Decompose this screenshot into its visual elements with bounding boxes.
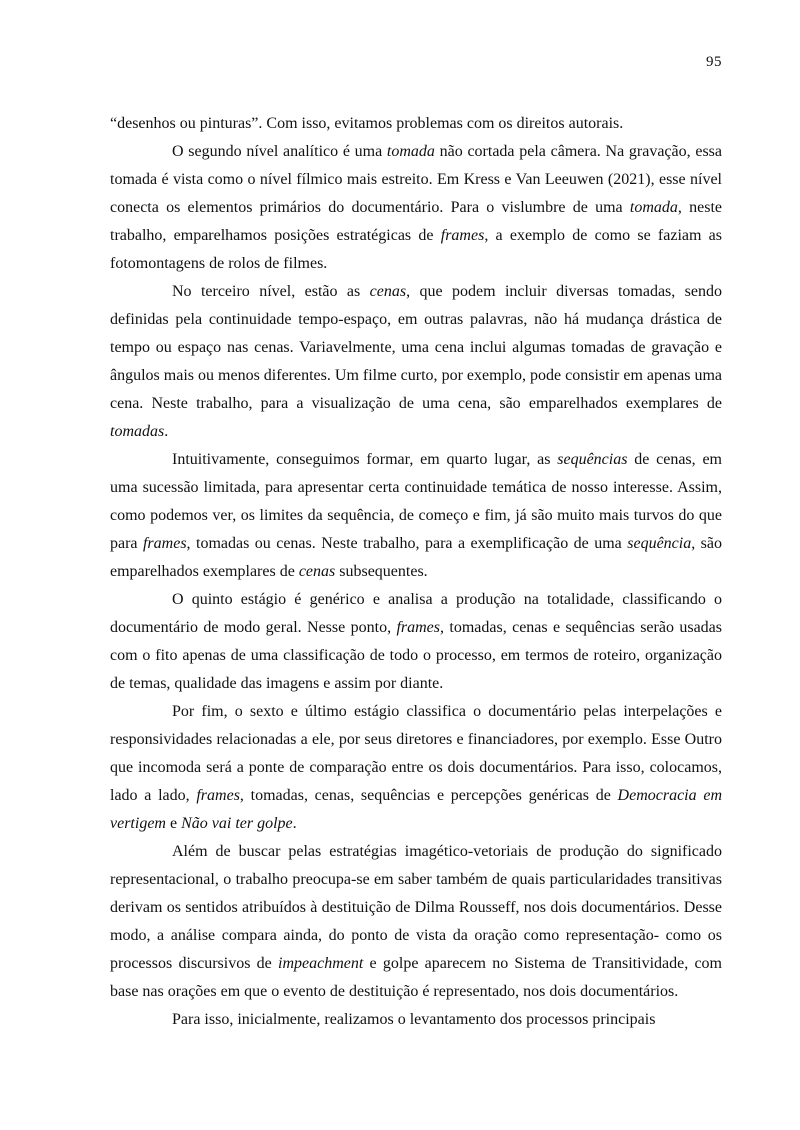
paragraph-4: [110, 446, 722, 586]
italic-run: Democracia em vertigem: [110, 787, 722, 832]
text-run: e golpe aparecem no Sistema de Transitividade, com base nas orações em que o evento de destituição é representado, nos dois documentários.: [110, 955, 722, 1000]
italic-run: tomada: [386, 143, 435, 160]
italic-run: tomada: [629, 199, 678, 216]
italic-run: Não vai ter golpe: [181, 815, 293, 832]
text-run: , tomadas ou cenas. Neste trabalho, para a exemplificação de uma: [186, 535, 628, 552]
text-run: e: [165, 815, 182, 832]
text-run: , a exemplo de como se faziam as fotomontagens de rolos de filmes.: [110, 227, 723, 272]
text-run: não cortada pela câmera. Na gravação, essa tomada é vista como o nível fílmico mais estreito. Em Kress e Van Leeuwen (2021), esse nível conecta os elementos primários do documentário. Para o vislumbre de uma: [110, 143, 722, 216]
italic-run: impeachment: [278, 955, 364, 972]
italic-run: frames: [142, 535, 187, 552]
paragraph-7: [110, 838, 722, 1006]
text-run: , tomadas, cenas, sequências e percepções genéricas de: [239, 787, 618, 804]
text-run: , tomadas, cenas e sequências serão usadas com o fito apenas de uma classificação de todo o processo, em termos de roteiro, organização de temas, qualidade das imagens e assim por diante.: [110, 619, 722, 692]
text-run: O quinto estágio é genérico e analisa a produção na totalidade, classificando o documentário de modo geral. Nesse ponto,: [110, 591, 722, 636]
text-run: .: [164, 423, 169, 440]
italic-run: frames: [196, 787, 240, 804]
italic-run: tomadas: [110, 423, 165, 440]
text-run: No terceiro nível, estão as: [172, 283, 370, 300]
text-run: “desenhos ou pinturas”. Com isso, evitamos problemas com os direitos autorais.: [110, 115, 624, 132]
text-run: subsequentes.: [335, 563, 428, 580]
text-block: [110, 110, 722, 1034]
paragraph-1: [110, 110, 722, 138]
italic-run: frames: [440, 227, 485, 244]
italic-run: sequência: [627, 535, 692, 552]
text-run: Além de buscar pelas estratégias imagético-vetoriais de produção do significado representacional, o trabalho preocupa-se em saber também de quais particularidades transitivas derivam os sentidos atribuídos à destituição de Dilma Rousseff, nos dois documentários. Desse modo, a análise compara ainda, do ponto de vista da oração como representação- como os processos discursivos de: [110, 843, 722, 972]
paragraph-6: [110, 698, 722, 838]
italic-run: frames: [396, 619, 441, 636]
text-run: O segundo nível analítico é uma: [172, 143, 387, 160]
paragraph-3: [110, 278, 722, 446]
text-run: Para isso, inicialmente, realizamos o levantamento dos processos principais: [172, 1011, 656, 1028]
text-run: , neste trabalho, emparelhamos posições estratégicas de: [110, 199, 722, 244]
text-run: .: [292, 815, 297, 832]
text-run: , que podem incluir diversas tomadas, sendo definidas pela continuidade tempo-espaço, em outras palavras, não há mudança drástica de tempo ou espaço nas cenas. Variavelmente, uma cena inclui algumas tomadas de gravação e ângulos mais ou menos diferentes. Um filme curto, por exemplo, pode consistir em apenas uma cena. Neste trabalho, para a visualização de uma cena, são emparelhados exemplares de: [110, 283, 722, 412]
italic-run: cenas: [369, 283, 407, 300]
text-run: Por fim, o sexto e último estágio classifica o documentário pelas interpelações e responsividades relacionadas a ele, por seus diretores e financiadores, por exemplo. Esse Outro que incomoda será a ponte de comparação entre os dois documentários. Para isso, colocamos, lado a lado,: [110, 703, 722, 804]
italic-run: cenas: [298, 563, 336, 580]
text-run: de cenas, em uma sucessão limitada, para apresentar certa continuidade temática de nosso interesse. Assim, como podemos ver, os limites da sequência, de começo e fim, já são muito mais turvos do que para: [110, 451, 722, 552]
paragraph-2: [110, 138, 722, 278]
italic-run: sequências: [557, 451, 628, 468]
page-number: 95: [706, 54, 722, 70]
paragraph-5: [110, 586, 722, 698]
text-run: Intuitivamente, conseguimos formar, em quarto lugar, as: [172, 451, 558, 468]
paragraph-8: [110, 1006, 722, 1034]
text-run: , são emparelhados exemplares de: [110, 535, 722, 580]
